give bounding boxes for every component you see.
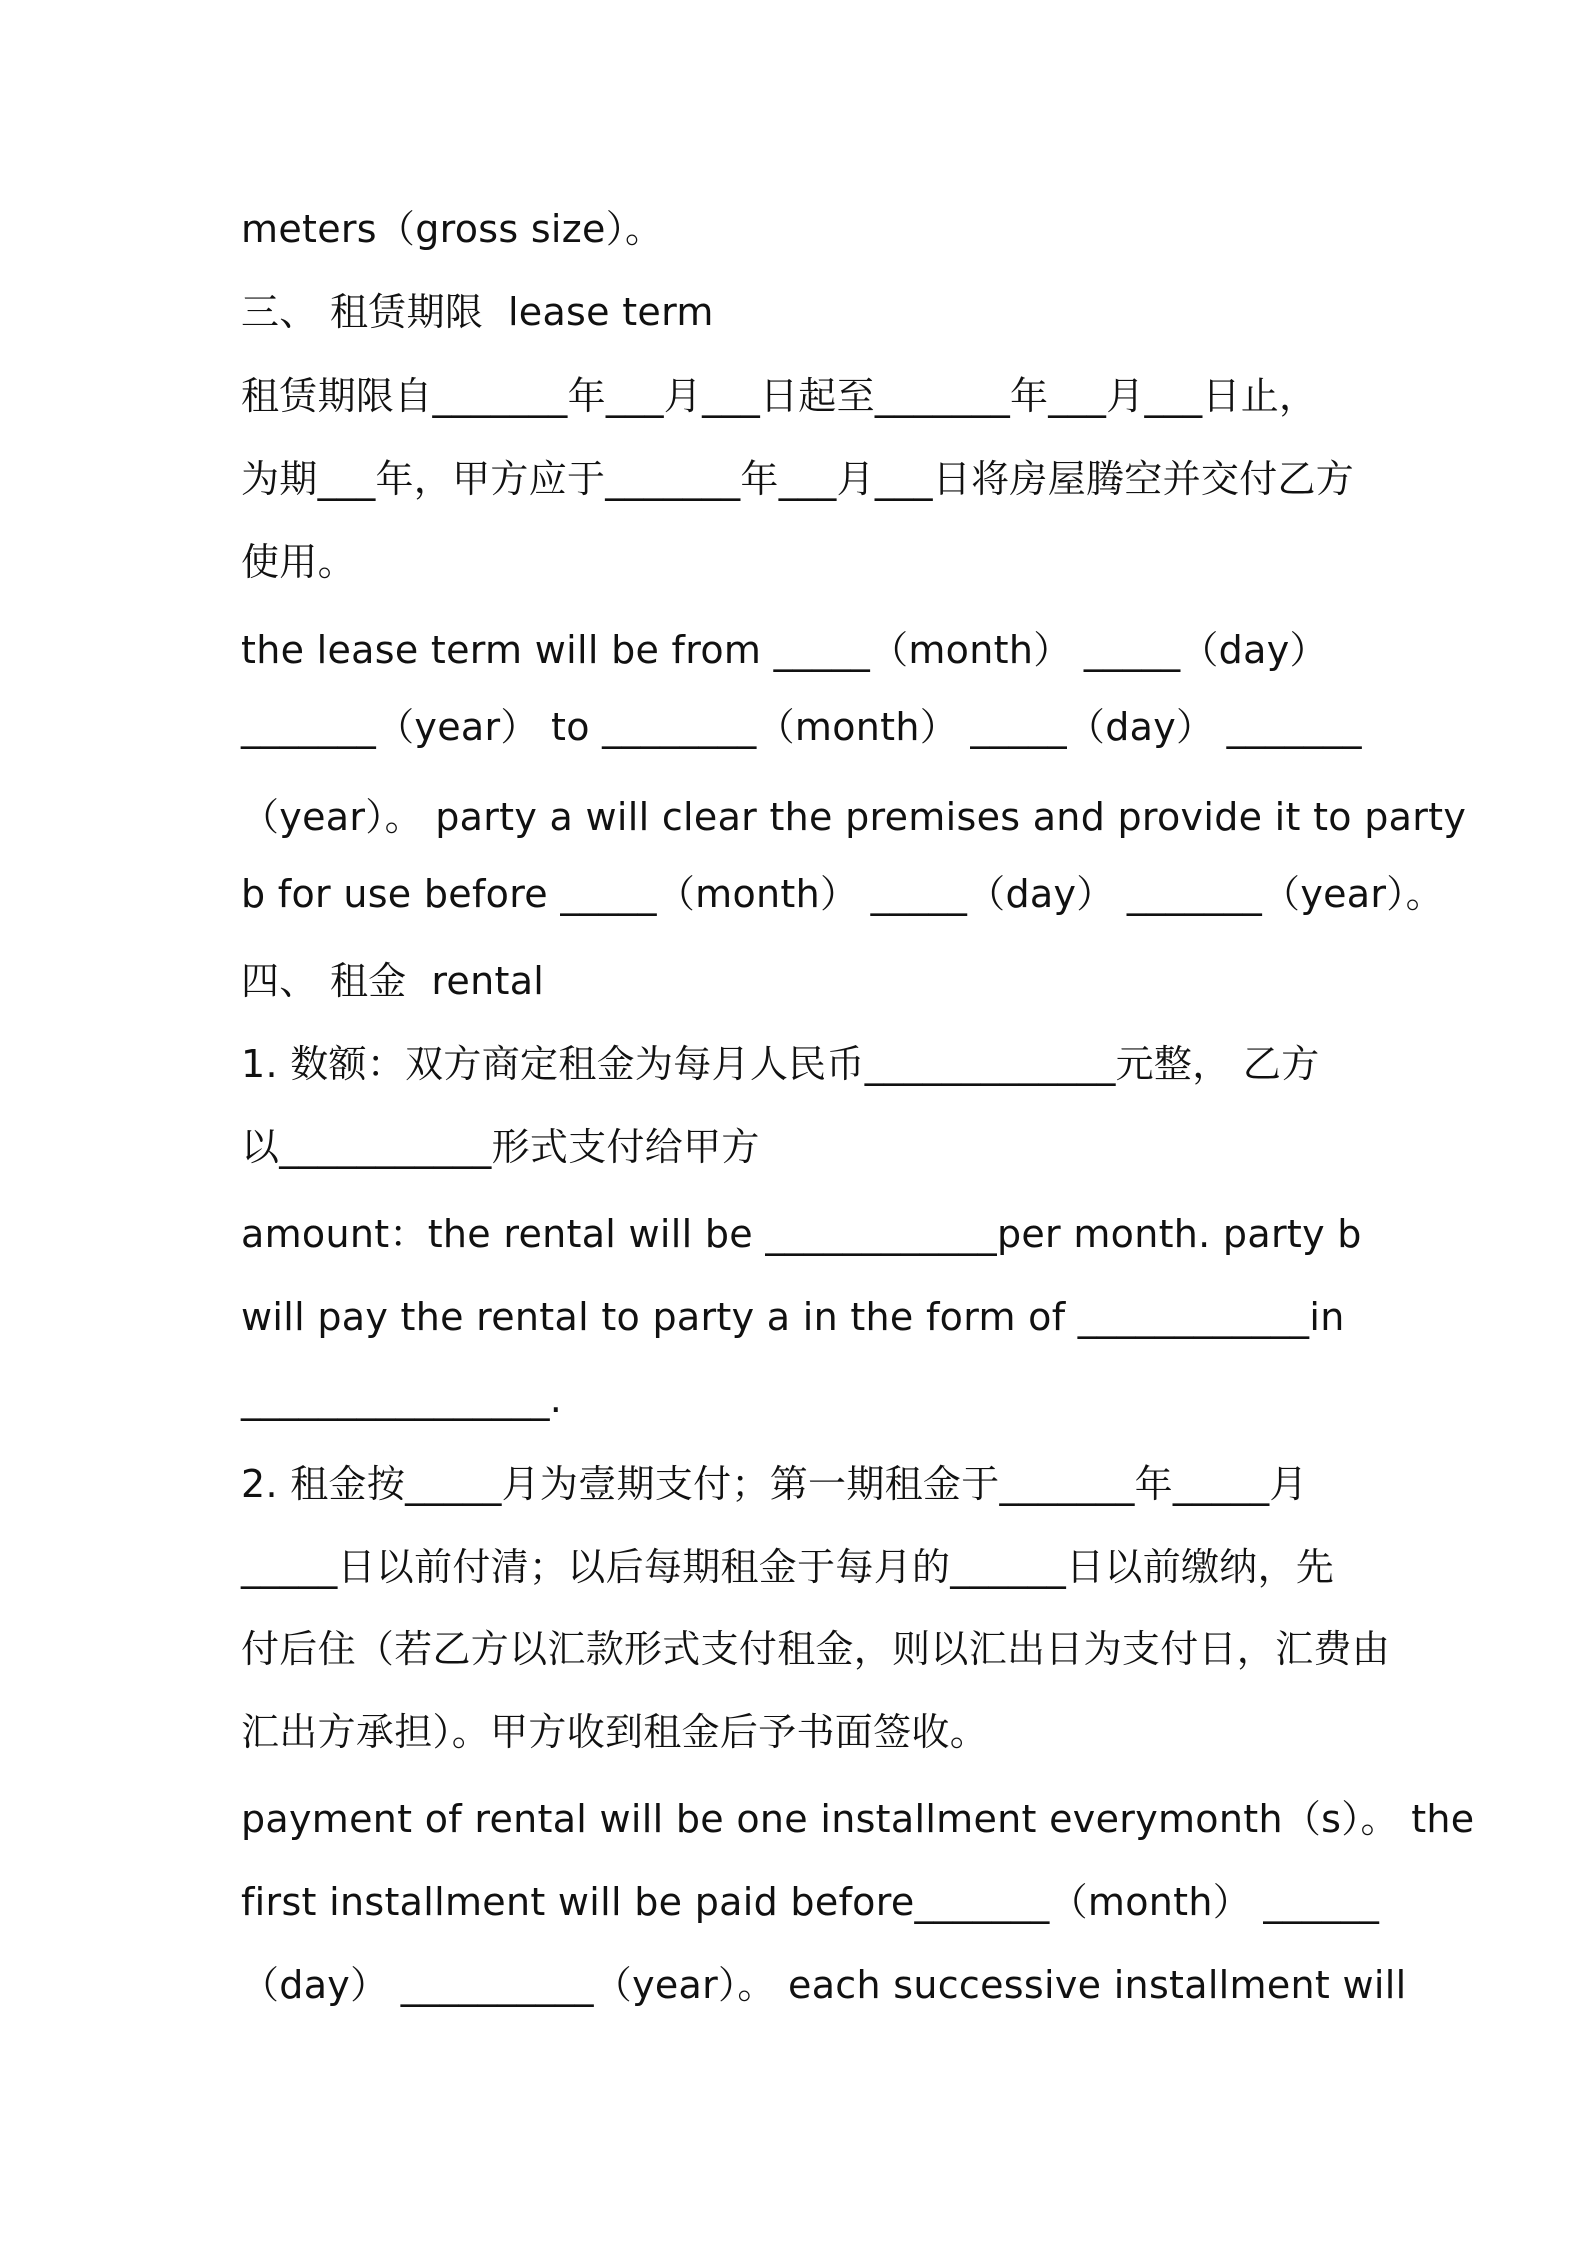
text-line: 以___________形式支付给甲方	[241, 1125, 760, 1169]
text-line: 2. 租金按_____月为壹期支付；第一期租金于_______年_____月	[241, 1462, 1308, 1506]
text-line: （day） __________（year）。 each successive installment will	[241, 1963, 1407, 2007]
text-line: ________________.	[241, 1377, 563, 1421]
text-line: 租赁期限自_______年___月___日起至_______年___月___日止，	[241, 374, 1318, 418]
text-line: first installment will be paid before_______（month） ______	[241, 1880, 1380, 1924]
text-line: _______（year） to ________（month） _____（day） _______	[241, 705, 1362, 749]
text-line: 为期___年，甲方应于_______年___月___日将房屋腾空并交付乙方	[241, 457, 1355, 501]
text-line: 使用。	[241, 540, 356, 584]
text-line: _____日以前付清；以后每期租金于每月的______日以前缴纳，先	[241, 1545, 1335, 1589]
section-heading-lease-term: 三、 租赁期限 lease term	[241, 290, 714, 334]
text-line: meters（gross size）。	[241, 207, 664, 251]
text-line: payment of rental will be one installment everymonth（s）。 the	[241, 1797, 1475, 1841]
text-line: 付后住（若乙方以汇款形式支付租金，则以汇出日为支付日，汇费由	[241, 1627, 1391, 1671]
text-line: 1. 数额：双方商定租金为每月人民币_____________元整， 乙方	[241, 1042, 1320, 1086]
text-line: the lease term will be from _____（month） _____（day）	[241, 628, 1328, 672]
text-line: will pay the rental to party a in the form of ____________in	[241, 1295, 1345, 1339]
text-line: amount：the rental will be ____________per month. party b	[241, 1212, 1362, 1256]
section-heading-rental: 四、 租金 rental	[241, 959, 545, 1003]
text-line: b for use before _____（month） _____（day） _______（year）。	[241, 872, 1444, 916]
text-line: （year）。 party a will clear the premises and provide it to party	[241, 795, 1467, 839]
text-line: 汇出方承担）。甲方收到租金后予书面签收。	[241, 1710, 989, 1754]
